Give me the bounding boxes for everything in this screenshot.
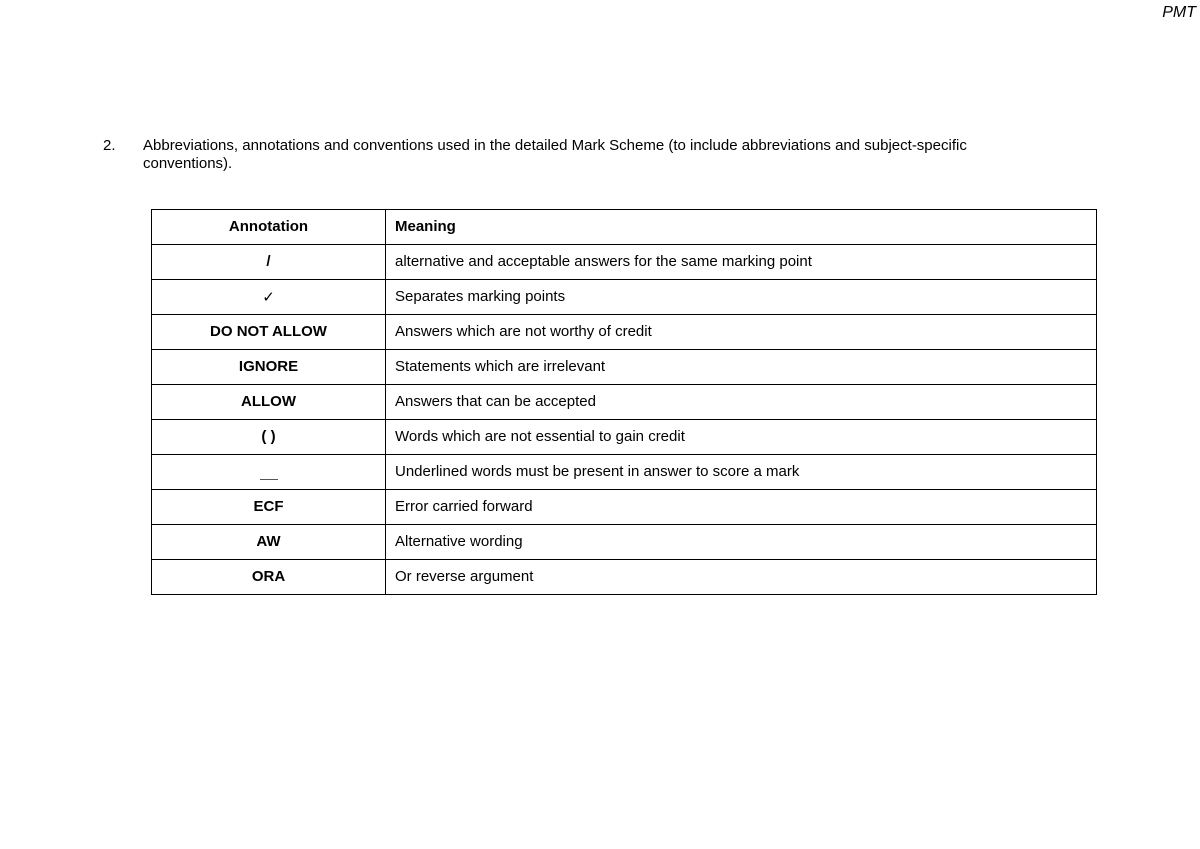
meaning-cell: Alternative wording [386,525,1097,560]
table-row [152,385,1097,420]
meaning-cell: Error carried forward [386,490,1097,525]
meaning-cell: alternative and acceptable answers for the same marking point [386,245,1097,280]
table-row [152,315,1097,350]
header-meaning: Meaning [386,210,1097,245]
table-row [152,525,1097,560]
annotations-table [151,209,1097,595]
table-row [152,490,1097,525]
annotation-cell: / [152,245,386,280]
annotation-cell: ( ) [152,420,386,455]
table-row [152,455,1097,490]
meaning-cell: Statements which are irrelevant [386,350,1097,385]
meaning-cell: Words which are not essential to gain credit [386,420,1097,455]
section-number: 2. [103,137,116,154]
header-annotation: Annotation [152,210,386,245]
annotation-cell: ECF [152,490,386,525]
table-row [152,560,1097,595]
section-text: Abbreviations, annotations and conventions used in the detailed Mark Scheme (to include abbreviations and subject-specific conventions). [143,137,967,172]
meaning-cell: Or reverse argument [386,560,1097,595]
annotation-cell: IGNORE [152,350,386,385]
annotation-cell [152,455,386,490]
page-header-mark: PMT [1162,4,1196,21]
meaning-cell: Separates marking points [386,280,1097,315]
table-row [152,245,1097,280]
meaning-cell: Answers that can be accepted [386,385,1097,420]
section-intro [103,137,1033,173]
checkmark-icon: ✓ [152,280,386,315]
annotation-cell: AW [152,525,386,560]
table-row [152,420,1097,455]
meaning-cell: Answers which are not worthy of credit [386,315,1097,350]
annotation-cell: ALLOW [152,385,386,420]
annotation-cell: ORA [152,560,386,595]
underline-icon [260,465,278,480]
table-row [152,350,1097,385]
meaning-cell: Underlined words must be present in answer to score a mark [386,455,1097,490]
annotation-cell: DO NOT ALLOW [152,315,386,350]
table-row [152,280,1097,315]
table-header-row [152,210,1097,245]
